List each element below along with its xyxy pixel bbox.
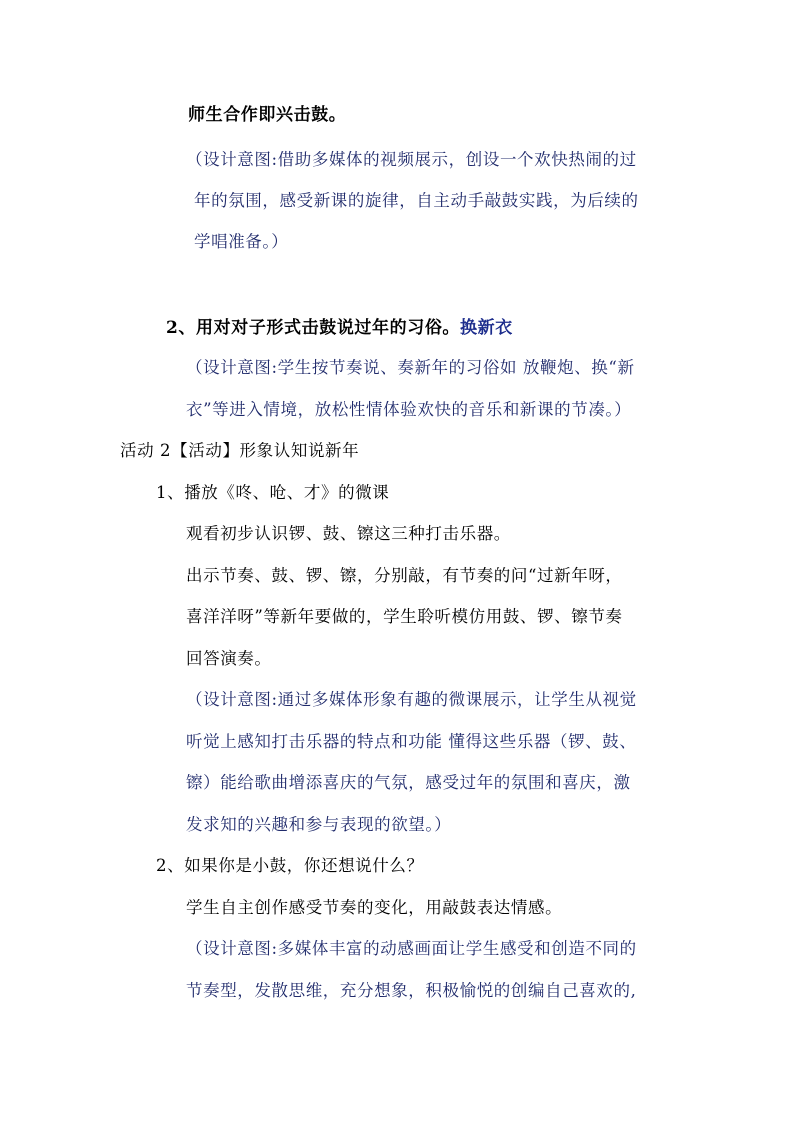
design-note-1-line-3: 学唱准备。）	[194, 232, 289, 251]
item-2-title: 2、如果你是小鼓，你还想说什么？	[156, 856, 424, 875]
item-1-title: 1、播放《咚、呛、才》的微课	[156, 483, 390, 502]
step-2-heading	[166, 317, 513, 339]
item-1-body-line-2: 出示节奏、鼓、锣、镲，分别敲，有节奏的问“过新年呀，	[186, 566, 623, 585]
intro-line: 师生合作即兴击鼓。	[188, 105, 347, 125]
design-note-1-line-2: 年的氛围，感受新课的旋律，自主动手敲鼓实践，为后续的	[194, 191, 639, 210]
design-note-2-line-2: 衣”等进入情境，放松性情体验欢快的音乐和新课的节凑。）	[186, 400, 632, 419]
design-note-3-line-3: 镲）能给歌曲增添喜庆的气氛，感受过年的氛围和喜庆，激	[186, 773, 631, 792]
design-note-1-line-1: （设计意图:借助多媒体的视频展示，创设一个欢快热闹的过	[186, 150, 637, 169]
item-1-body-line-4: 回答演奏。	[186, 649, 272, 668]
design-note-4-line-1: （设计意图:多媒体丰富的动感画面让学生感受和创造不同的	[186, 939, 637, 958]
design-note-3-line-2: 听觉上感知打击乐器的特点和功能 懂得这些乐器（锣、鼓、	[186, 732, 637, 751]
activity-title: 活动 2【活动】形象认知说新年	[120, 441, 360, 460]
item-1-body-line-3: 喜洋洋呀”等新年要做的，学生聆听模仿用鼓、锣、镲节奏	[186, 607, 623, 626]
step-2-heading-extra: 换新衣	[460, 318, 513, 338]
item-1-body-line-1: 观看初步认识锣、鼓、镲这三种打击乐器。	[186, 524, 511, 543]
design-note-2-line-1: （设计意图:学生按节奏说、奏新年的习俗如 放鞭炮、换“新	[186, 358, 635, 377]
step-2-heading-text: 2、用对对子形式击鼓说过年的习俗。	[166, 318, 461, 338]
design-note-3-line-4: 发求知的兴趣和参与表现的欲望。）	[186, 815, 452, 834]
design-note-3-line-1: （设计意图:通过多媒体形象有趣的微课展示，让学生从视觉	[186, 690, 637, 709]
design-note-4-line-2: 节奏型，发散思维，充分想象，积极愉悦的创编自己喜欢的,	[186, 981, 637, 1000]
item-2-body: 学生自主创作感受节奏的变化，用敲鼓表达情感。	[186, 898, 563, 917]
